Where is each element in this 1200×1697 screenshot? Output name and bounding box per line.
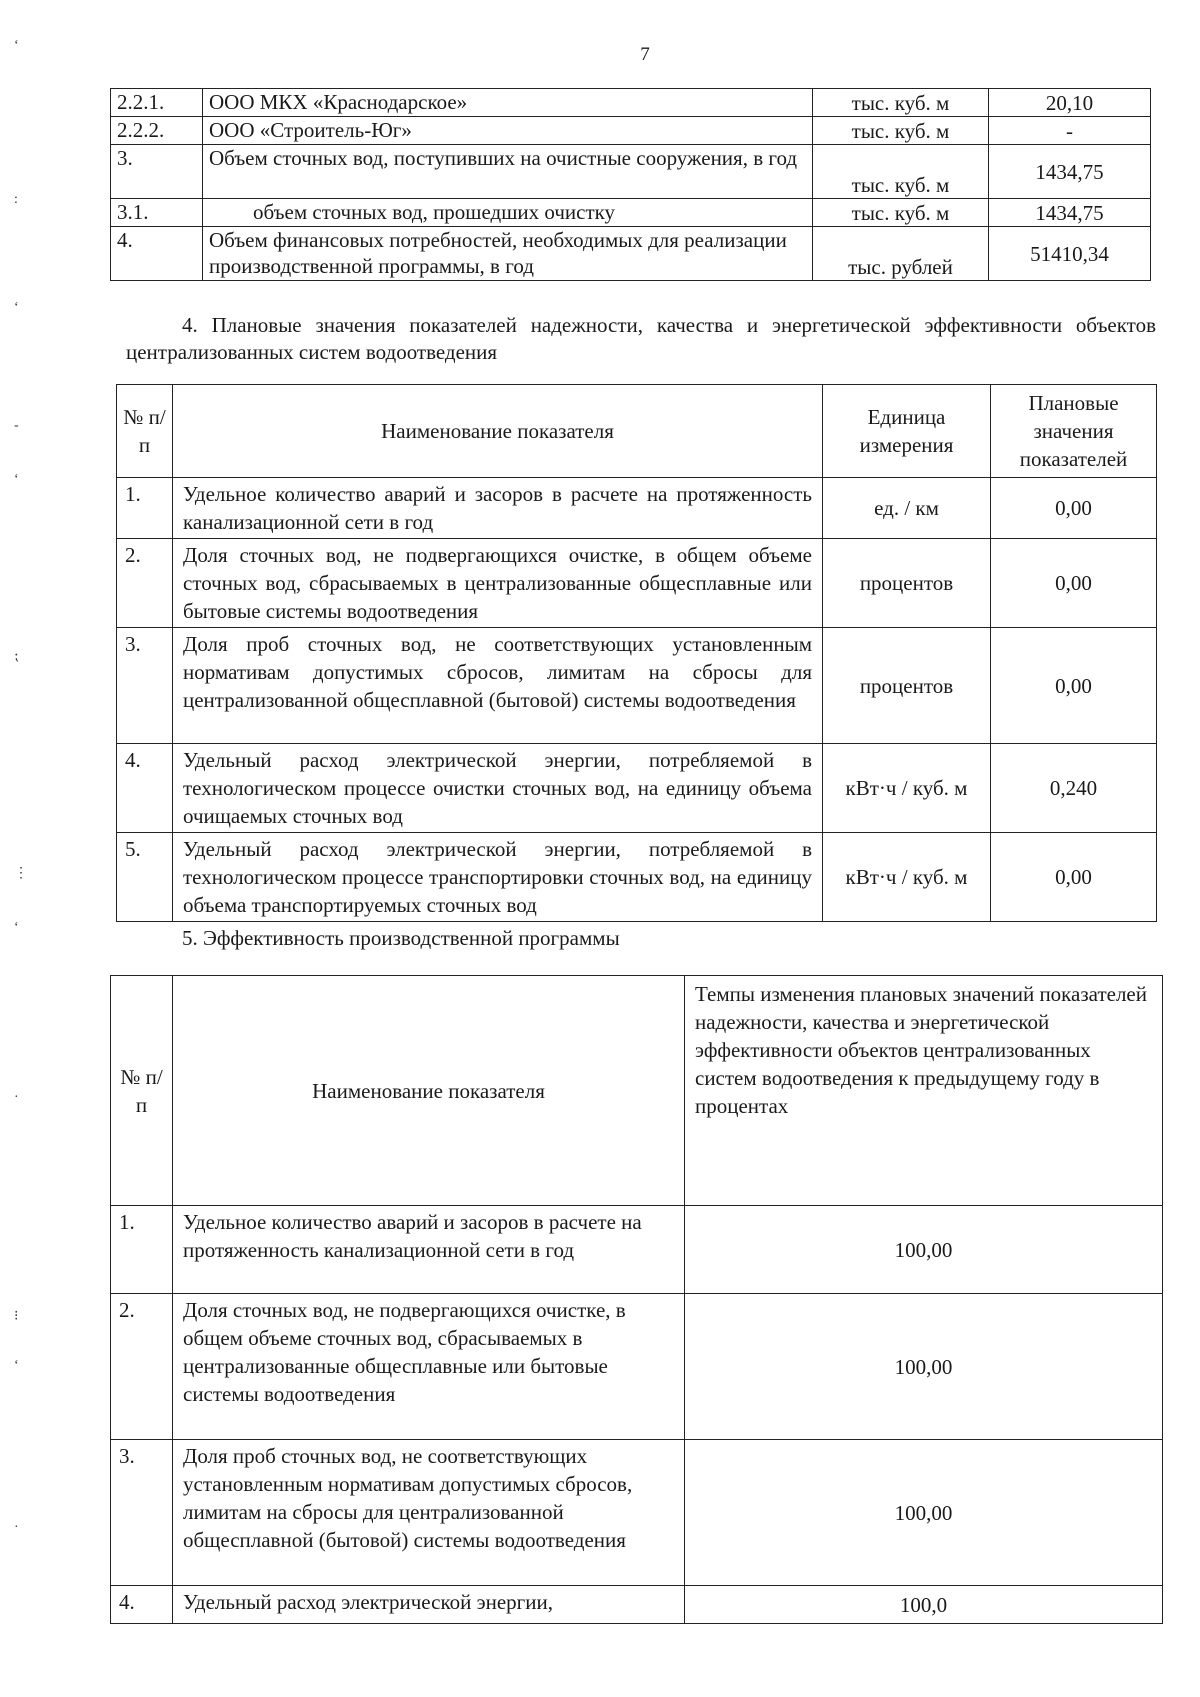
row-unit: тыс. куб. м <box>813 89 989 117</box>
row-name: Удельный расход электрической энергии, <box>173 1586 685 1624</box>
table-row <box>111 1294 1163 1440</box>
row-value: 0,240 <box>991 744 1157 833</box>
row-value: 0,00 <box>991 478 1157 539</box>
row-name: ООО МКХ «Краснодарское» <box>203 89 813 117</box>
row-name: Удельное количество аварий и засоров в расчете на протяженность канализационной сети в год <box>173 478 823 539</box>
row-unit: кВт·ч / куб. м <box>823 744 991 833</box>
row-number: 1. <box>117 478 173 539</box>
table-row <box>111 1586 1163 1624</box>
row-number: 3.1. <box>111 199 203 227</box>
table-row <box>111 227 1151 281</box>
row-value: 100,00 <box>685 1294 1163 1440</box>
table-row <box>117 833 1157 922</box>
header-number: № п/п <box>111 976 173 1206</box>
table-row <box>117 478 1157 539</box>
table-row <box>117 628 1157 744</box>
row-name: ООО «Строитель-Юг» <box>203 117 813 145</box>
table-row <box>117 539 1157 628</box>
row-name: Доля проб сточных вод, не соответствующих установленным нормативам допустимых сбросов, лимитам на сбросы для централизованной общесплавной (бытовой) системы водоотведения <box>173 628 823 744</box>
header-unit: Единица измерения <box>823 385 991 478</box>
row-name: Удельное количество аварий и засоров в расчете на протяженность канализационной сети в год <box>173 1206 685 1294</box>
row-unit: ед. / км <box>823 478 991 539</box>
header-value: Плановые значения показателей <box>991 385 1157 478</box>
table-row <box>111 1206 1163 1294</box>
row-unit: тыс. куб. м <box>813 117 989 145</box>
row-unit: кВт·ч / куб. м <box>823 833 991 922</box>
row-number: 2. <box>111 1294 173 1440</box>
row-number: 2. <box>117 539 173 628</box>
row-number: 3. <box>111 1440 173 1586</box>
row-value: 0,00 <box>991 628 1157 744</box>
row-value: 51410,34 <box>989 227 1151 281</box>
header-name: Наименование показателя <box>173 976 685 1206</box>
table-row <box>111 145 1151 199</box>
row-value: 20,10 <box>989 89 1151 117</box>
row-unit: тыс. куб. м <box>813 199 989 227</box>
row-name: Доля сточных вод, не подвергающихся очистке, в общем объеме сточных вод, сбрасываемых в централизованные общесплавные или бытовые системы водоотведения <box>173 1294 685 1440</box>
row-value: 1434,75 <box>989 199 1151 227</box>
table-row <box>111 1440 1163 1586</box>
volume-table <box>110 88 1151 281</box>
row-number: 4. <box>117 744 173 833</box>
row-name: объем сточных вод, прошедших очистку <box>203 199 813 227</box>
row-number: 5. <box>117 833 173 922</box>
row-name: Доля проб сточных вод, не соответствующих установленным нормативам допустимых сбросов, лимитам на сбросы для централизованной общесплавной (бытовой) системы водоотведения <box>173 1440 685 1586</box>
header-value: Темпы изменения плановых значений показателей надежности, качества и энергетической эффективности объектов централизованных систем водоотведения к предыдущему году в процентах <box>685 976 1163 1206</box>
row-name: Удельный расход электрической энергии, потребляемой в технологическом процессе очистки сточных вод, на единицу объема очищаемых сточных вод <box>173 744 823 833</box>
row-value: 0,00 <box>991 833 1157 922</box>
row-value: 100,00 <box>685 1206 1163 1294</box>
row-number: 2.2.2. <box>111 117 203 145</box>
row-value: - <box>989 117 1151 145</box>
row-number: 4. <box>111 227 203 281</box>
table-row <box>111 89 1151 117</box>
header-number: № п/п <box>117 385 173 478</box>
row-number: 1. <box>111 1206 173 1294</box>
row-name: Объем финансовых потребностей, необходимых для реализации производственной программы, в год <box>203 227 813 281</box>
row-number: 3. <box>111 145 203 199</box>
table-row <box>111 117 1151 145</box>
row-unit: процентов <box>823 628 991 744</box>
table-row <box>117 744 1157 833</box>
row-unit: тыс. куб. м <box>813 145 989 199</box>
row-number: 3. <box>117 628 173 744</box>
table-header-row <box>117 385 1157 478</box>
section-5-heading: 5. Эффективность производственной программы <box>182 926 620 950</box>
row-unit: тыс. рублей <box>813 227 989 281</box>
table-header-row <box>111 976 1163 1206</box>
row-name: Объем сточных вод, поступивших на очистные сооружения, в год <box>203 145 813 199</box>
planned-indicators-table <box>116 384 1157 922</box>
header-name: Наименование показателя <box>173 385 823 478</box>
row-number: 4. <box>111 1586 173 1624</box>
row-name: Удельный расход электрической энергии, потребляемой в технологическом процессе транспортировки сточных вод, на единицу объема транспортируемых сточных вод <box>173 833 823 922</box>
row-unit: процентов <box>823 539 991 628</box>
row-name: Доля сточных вод, не подвергающихся очистке, в общем объеме сточных вод, сбрасываемых в централизованные общесплавные или бытовые системы водоотведения <box>173 539 823 628</box>
program-efficiency-table <box>110 975 1163 1624</box>
page-number: 7 <box>640 44 650 65</box>
row-value: 1434,75 <box>989 145 1151 199</box>
row-value: 100,0 <box>685 1586 1163 1624</box>
row-number: 2.2.1. <box>111 89 203 117</box>
row-value: 0,00 <box>991 539 1157 628</box>
row-value: 100,00 <box>685 1440 1163 1586</box>
section-4-heading: 4. Плановые значения показателей надежности, качества и энергетической эффективности объектов централизованных систем водоотведения <box>126 313 1156 364</box>
table-row <box>111 199 1151 227</box>
